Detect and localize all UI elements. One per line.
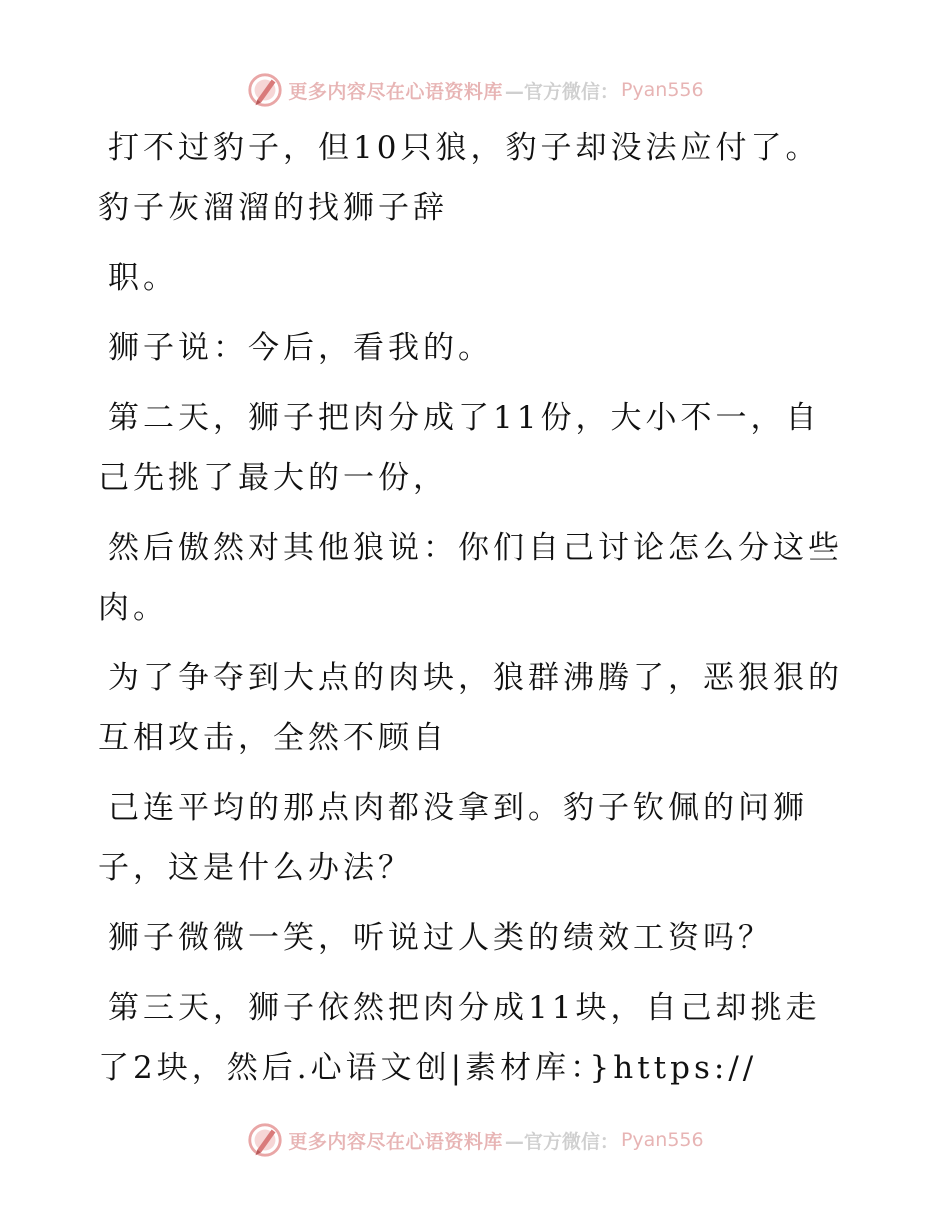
pen-logo-icon xyxy=(246,1121,284,1159)
watermark-official-label: —官方微信： xyxy=(504,1130,619,1153)
watermark-text: 更多内容尽在心语资料库 xyxy=(288,1130,503,1153)
paragraph: 己连平均的那点肉都没拿到。豹子钦佩的问狮子，这是什么办法？ xyxy=(98,790,808,886)
paragraph: 第二天，狮子把肉分成了11份，大小不一，自己先挑了最大的一份， xyxy=(98,400,821,496)
paragraph: 为了争夺到大点的肉块，狼群沸腾了，恶狠狠的互相攻击，全然不顾自 xyxy=(98,660,843,756)
paragraph: 打不过豹子，但10只狼，豹子却没法应付了。豹子灰溜溜的找狮子辞 xyxy=(98,130,821,226)
document-body xyxy=(98,118,843,1108)
paragraph: 职。 xyxy=(108,260,178,296)
paragraph: 然后傲然对其他狼说：你们自己讨论怎么分这些肉。 xyxy=(98,530,843,626)
paragraph: 第三天，狮子依然把肉分成11块，自己却挑走了2块，然后.心语文创|素材库：}https:// xyxy=(98,990,821,1086)
paragraph: 狮子微微一笑，听说过人类的绩效工资吗？ xyxy=(108,920,773,956)
watermark-wechat-id: Pyan556 xyxy=(620,1129,704,1151)
paragraph: 狮子说：今后，看我的。 xyxy=(108,330,493,366)
watermark-text: 更多内容尽在心语资料库 xyxy=(288,80,503,103)
watermark-wechat-id: Pyan556 xyxy=(620,79,704,101)
header-watermark xyxy=(0,70,950,110)
pen-logo-icon xyxy=(246,71,284,109)
watermark-official-label: —官方微信： xyxy=(504,80,619,103)
footer-watermark xyxy=(0,1120,950,1160)
